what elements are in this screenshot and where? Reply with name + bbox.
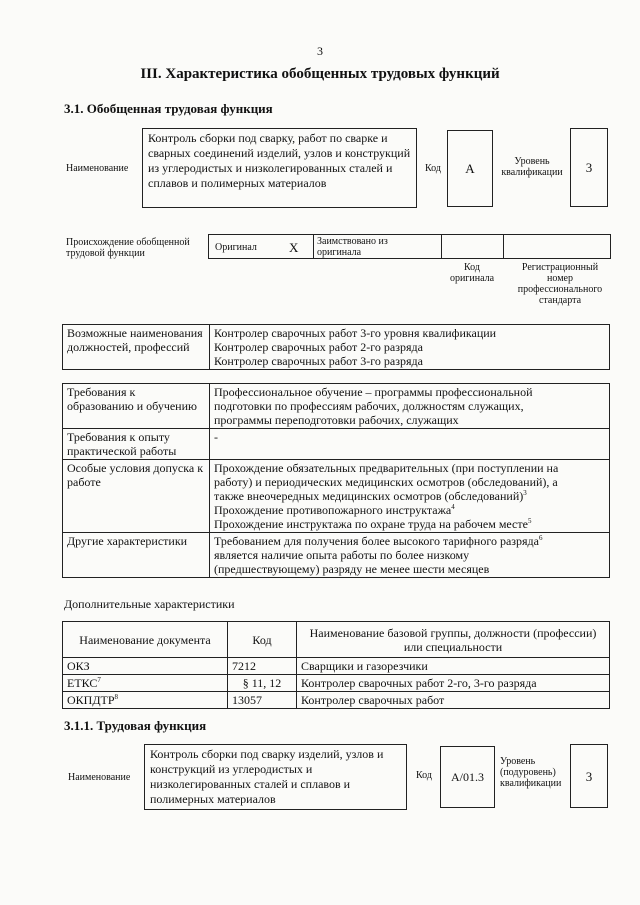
req-other-value <box>210 533 610 578</box>
positions-label: Возможные наименования должностей, профессий <box>63 325 210 370</box>
gtf-name-label: Наименование <box>66 163 129 174</box>
table-row <box>63 658 610 675</box>
table-row <box>63 692 610 709</box>
req-line: также внеочередных медицинских осмотров (обследований)$^3$ <box>214 489 527 503</box>
req-education-label: Требования к образованию и обучению <box>63 384 210 429</box>
origin-table <box>208 234 611 259</box>
req-experience-label: Требования к опыту практической работы <box>63 429 210 460</box>
footnote-ref: 6 <box>538 534 543 542</box>
name-cell: Контролер сварочных работ <box>297 692 610 709</box>
tf-name-label: Наименование <box>68 772 131 783</box>
additional-header-name: Наименование базовой группы, должности (профессии) или специальности <box>297 622 610 658</box>
gtf-level-label: Уровень квалификации <box>501 156 563 178</box>
gtf-heading: 3.1. Обобщенная трудовая функция <box>64 101 273 116</box>
gtf-code-label: Код <box>425 163 441 174</box>
additional-header-code: Код <box>228 622 297 658</box>
req-education-value <box>210 384 610 429</box>
tf-heading: 3.1.1. Трудовая функция <box>64 718 207 733</box>
additional-header-doc: Наименование документа <box>63 622 228 658</box>
origin-borrowed: Заимствовано из оригинала <box>317 236 388 258</box>
req-line: (предшествующему) разряду не менее шести месяцев <box>214 562 490 576</box>
position-item: Контролер сварочных работ 3-го уровня квалификации <box>214 326 497 340</box>
gtf-name-value: Контроль сборки под сварку, работ по сварке и сварных соединений изделий, узлов и конструкций из углеродистых и низколегированных сталей и сплавов и полимерных материалов <box>142 128 417 208</box>
section-title: III. Характеристика обобщенных трудовых функций <box>140 66 500 82</box>
req-line: является наличие опыта работы по более низкому <box>214 548 470 562</box>
origin-original: Оригинал <box>215 242 257 253</box>
req-admission-value <box>210 460 610 533</box>
tf-level-value: 3 <box>570 744 608 808</box>
code-cell: § 11, 12 <box>228 675 297 692</box>
table-row <box>63 675 610 692</box>
position-item: Контролер сварочных работ 3-го разряда <box>214 354 423 368</box>
gtf-code-value: А <box>447 130 493 207</box>
code-cell: 13057 <box>228 692 297 709</box>
positions-table <box>62 324 610 370</box>
additional-table <box>62 621 610 709</box>
req-experience-value: - <box>210 429 610 460</box>
req-line: Требованием для получения более высокого тарифного разряда$^6$ <box>214 534 543 548</box>
name-cell: Сварщики и газорезчики <box>297 658 610 675</box>
code-cell: 7212 <box>228 658 297 675</box>
name-cell: Контролер сварочных работ 2-го, 3-го разряда <box>297 675 610 692</box>
code-original-label: Код оригинала <box>449 262 495 284</box>
req-line: Прохождение инструктажа по охране труда на рабочем месте$^5$ <box>214 517 532 531</box>
footnote-ref: 7 <box>97 676 101 684</box>
tf-code-value: А/01.3 <box>440 746 495 808</box>
footnote-ref: 3 <box>523 489 527 497</box>
page-number: 3 <box>317 44 323 58</box>
footnote-ref: 5 <box>527 517 532 525</box>
req-line: подготовки по профессиям рабочих, должностям служащих, <box>214 399 524 413</box>
req-line: Профессиональное обучение – программы профессиональной <box>214 385 533 399</box>
position-item: Контролер сварочных работ 2-го разряда <box>214 340 423 354</box>
tf-name-value: Контроль сборки под сварку изделий, узлов и конструкций из углеродистых и низколегированных сталей и сплавов и полимерных материалов <box>144 744 407 810</box>
gtf-level-value: 3 <box>570 128 608 207</box>
tf-code-label: Код <box>416 770 432 781</box>
req-line: Прохождение противопожарного инструктажа$^4$ <box>214 503 455 517</box>
doc-cell: ЕТКС$^7$ <box>63 675 228 692</box>
req-line: работу) и периодических медицинских осмотров (обследований), а <box>214 475 558 489</box>
origin-mark: X <box>289 240 299 255</box>
footnote-ref: 8 <box>114 693 119 701</box>
origin-divider <box>313 235 314 258</box>
origin-label: Происхождение обобщенной трудовой функции <box>66 237 190 259</box>
additional-heading: Дополнительные характеристики <box>64 597 235 611</box>
req-admission-label: Особые условия допуска к работе <box>63 460 210 533</box>
footnote-ref: 4 <box>451 503 455 511</box>
origin-divider <box>503 235 504 258</box>
reg-number-label: Регистрационный номер профессионального стандарта <box>517 262 603 306</box>
doc-cell: ОКПДТР$^8$ <box>63 692 228 709</box>
doc-cell: ОКЗ <box>63 658 228 675</box>
req-other-label: Другие характеристики <box>63 533 210 578</box>
positions-list <box>210 325 610 370</box>
req-line: Прохождение обязательных предварительных (при поступлении на <box>214 461 559 475</box>
origin-divider <box>441 235 442 258</box>
tf-level-label: Уровень (подуровень) квалификации <box>500 756 562 789</box>
requirements-table <box>62 383 610 578</box>
req-line: программы переподготовки рабочих, служащих <box>214 413 459 427</box>
